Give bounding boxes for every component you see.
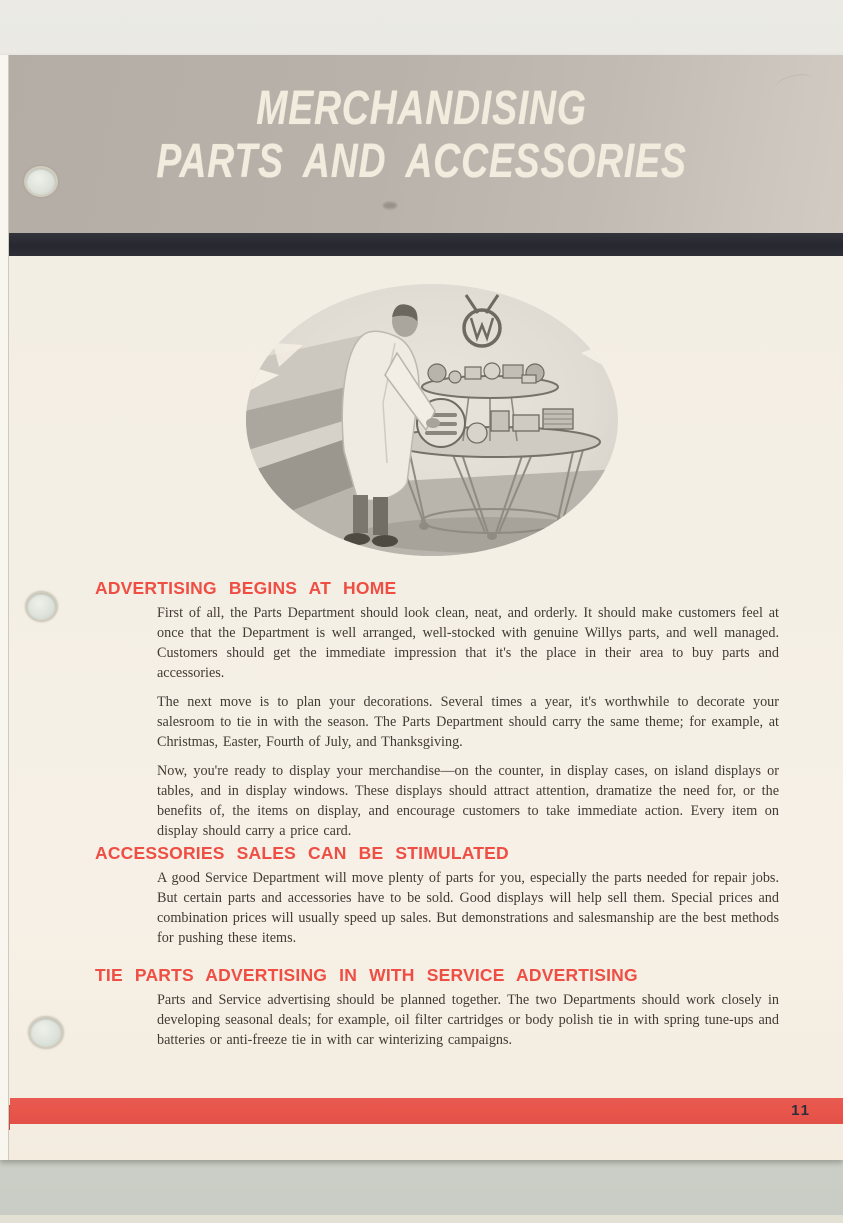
ink-smudge — [383, 202, 397, 209]
punch-hole — [24, 166, 58, 197]
section-paragraph: First of all, the Parts Department should look clean, neat, and orderly. It should make customers feel at once that the Department is well arranged, well-stocked with genuine Willys parts, and well managed. Customers should get the immediate impression that it's the place in their area to buy parts and accessories. — [157, 605, 779, 681]
section-paragraph: Parts and Service advertising should be planned together. The two Departments should work closely in developing seasonal deals; for example, oil filter cartridges or body polish tie in with spring tune-ups and batteries or anti-freeze tie in with car winterizing campaigns. — [157, 992, 779, 1048]
page-title-line2: PARTS AND ACCESSORIES — [156, 135, 687, 188]
section-heading: TIE PARTS ADVERTISING IN WITH SERVICE ADVERTISING — [95, 965, 638, 985]
section-tie-parts-advertising — [95, 966, 779, 1059]
display-table-photo-illustration — [245, 283, 620, 558]
title-banner — [0, 55, 843, 233]
divider-bar — [0, 233, 843, 256]
section-advertising-begins-at-home — [95, 579, 779, 850]
display-table-photo — [245, 283, 620, 558]
section-paragraph: Now, you're ready to display your merchandise—on the counter, in display cases, on island displays or tables, and in display windows. These displays should attract attention, dramatize the need for, or the benefits of, the items on display, and encourage customers to take immediate action. Every item on display should carry a price card. — [157, 763, 779, 839]
section-paragraph: A good Service Department will move plenty of parts for you, especially the parts needed for repair jobs. But certain parts and accessories have to be sold. Good displays will help sell them. Special prices and combination prices will usually speed up sales. But demonstrations and salesmanship are the best methods for pushing these items. — [157, 870, 779, 946]
section-heading: ADVERTISING BEGINS AT HOME — [95, 578, 397, 598]
page-title-line1: MERCHANDISING — [256, 82, 587, 135]
page-title — [0, 55, 843, 188]
punch-hole — [25, 591, 58, 622]
footer-stripe — [10, 1098, 843, 1124]
section-heading: ACCESSORIES SALES CAN BE STIMULATED — [95, 843, 509, 863]
page-bottom-edge — [0, 1215, 843, 1223]
punch-hole — [28, 1016, 64, 1049]
page-number: 11 — [791, 1102, 811, 1119]
page-left-edge — [0, 55, 9, 1160]
page-sheet — [0, 55, 843, 1160]
section-paragraph: The next move is to plan your decorations. Several times a year, it's worthwhile to decorate your salesroom to tie in with the season. The Parts Department should carry the same theme; for example, at Christmas, Easter, Fourth of July, and Thanksgiving. — [157, 694, 779, 750]
section-accessories-sales — [95, 844, 779, 957]
